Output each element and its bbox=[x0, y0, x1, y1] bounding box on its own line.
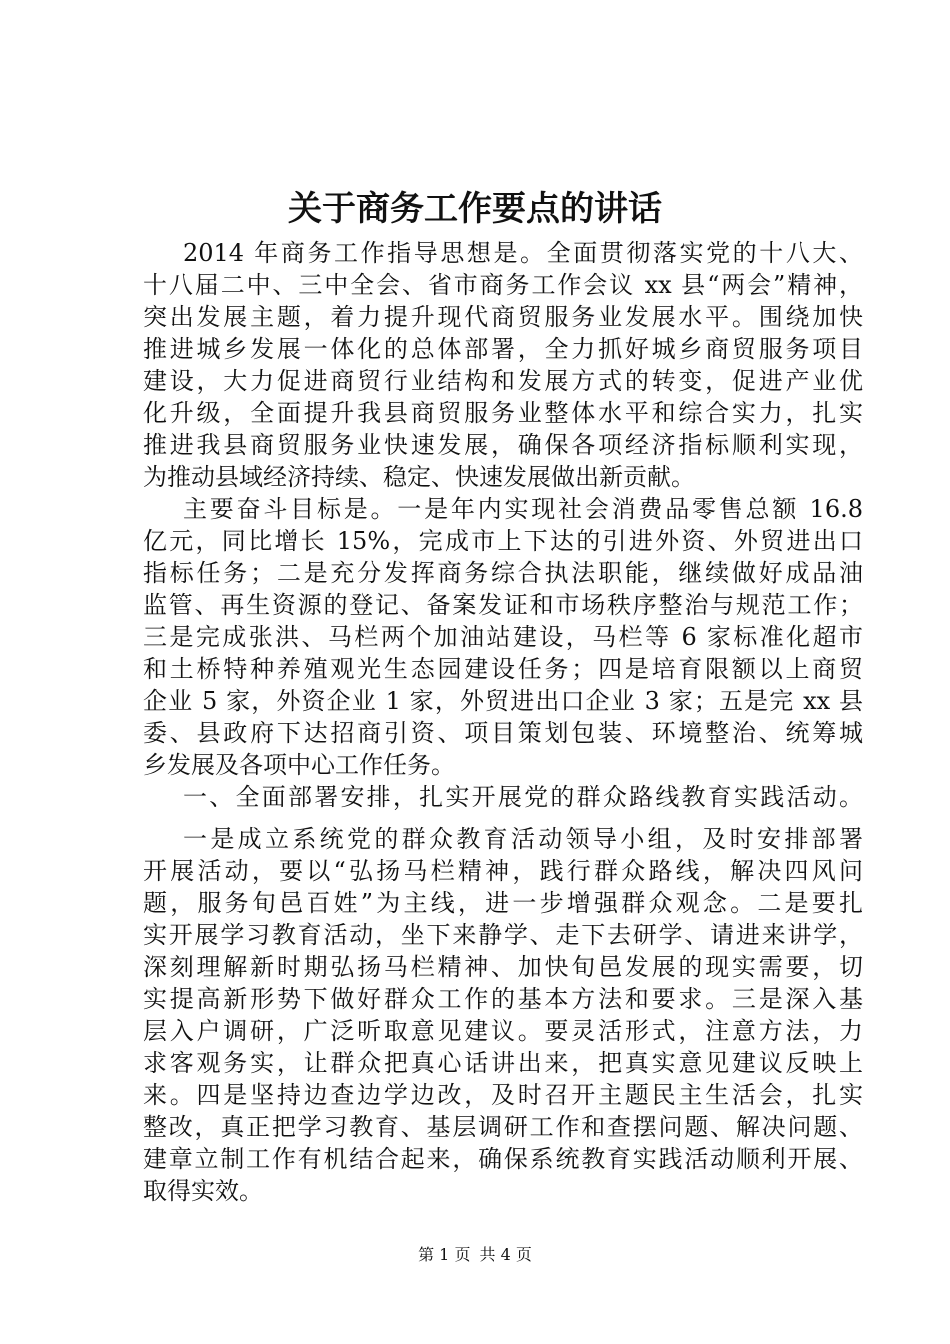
text-line: 深刻理解新时期弘扬马栏精神、加快旬邑发展的现实需要，切 bbox=[143, 953, 863, 981]
text-line: 层入户调研，广泛听取意见建议。要灵活形式，注意方法，力 bbox=[143, 1017, 863, 1045]
text-line: 三是完成张洪、马栏两个加油站建设，马栏等 6 家标准化超市 bbox=[143, 623, 863, 651]
text-line: 取得实效。 bbox=[143, 1177, 263, 1205]
text-line: 一是成立系统党的群众教育活动领导小组，及时安排部署 bbox=[183, 825, 863, 853]
text-line: 十八届二中、三中全会、省市商务工作会议 xx 县“两会”精神， bbox=[143, 271, 863, 299]
text-line: 来。四是坚持边查边学边改，及时召开主题民主生活会，扎实 bbox=[143, 1081, 863, 1109]
page-total: 共 4 页 bbox=[479, 1245, 532, 1264]
page-footer bbox=[0, 1244, 950, 1266]
section-heading: 一、全面部署安排，扎实开展党的群众路线教育实践活动。 bbox=[183, 783, 863, 811]
text-line: 企业 5 家，外资企业 1 家，外贸进出口企业 3 家；五是完 xx 县 bbox=[143, 687, 863, 715]
text-line: 监管、再生资源的登记、备案发证和市场秩序整治与规范工作； bbox=[143, 591, 863, 619]
page-number: 第 1 页 bbox=[418, 1245, 471, 1264]
text-line: 亿元，同比增长 15%，完成市上下达的引进外资、外贸进出口 bbox=[143, 527, 863, 555]
text-line: 推进城乡发展一体化的总体部署，全力抓好城乡商贸服务项目 bbox=[143, 335, 863, 363]
text-line: 建章立制工作有机结合起来，确保系统教育实践活动顺利开展、 bbox=[143, 1145, 863, 1173]
text-line: 建设，大力促进商贸行业结构和发展方式的转变，促进产业优 bbox=[143, 367, 863, 395]
text-line: 和土桥特种养殖观光生态园建设任务；四是培育限额以上商贸 bbox=[143, 655, 863, 683]
text-line: 2014 年商务工作指导思想是。全面贯彻落实党的十八大、 bbox=[183, 239, 863, 267]
text-line: 求客观务实，让群众把真心话讲出来，把真实意见建议反映上 bbox=[143, 1049, 863, 1077]
text-line: 题，服务旬邑百姓”为主线，进一步增强群众观念。二是要扎 bbox=[143, 889, 863, 917]
text-line: 突出发展主题，着力提升现代商贸服务业发展水平。围绕加快 bbox=[143, 303, 863, 331]
text-line: 实提高新形势下做好群众工作的基本方法和要求。三是深入基 bbox=[143, 985, 863, 1013]
text-line: 开展活动，要以“弘扬马栏精神，践行群众路线，解决四风问 bbox=[143, 857, 863, 885]
text-line: 化升级，全面提升我县商贸服务业整体水平和综合实力，扎实 bbox=[143, 399, 863, 427]
text-line: 指标任务；二是充分发挥商务综合执法职能，继续做好成品油 bbox=[143, 559, 863, 587]
text-line: 主要奋斗目标是。一是年内实现社会消费品零售总额 16.8 bbox=[183, 495, 863, 523]
text-line: 推进我县商贸服务业快速发展，确保各项经济指标顺利实现， bbox=[143, 431, 863, 459]
text-line: 乡发展及各项中心工作任务。 bbox=[143, 751, 455, 779]
text-line: 委、县政府下达招商引资、项目策划包装、环境整治、统筹城 bbox=[143, 719, 863, 747]
text-line: 实开展学习教育活动，坐下来静学、走下去研学、请进来讲学， bbox=[143, 921, 863, 949]
document-title: 关于商务工作要点的讲话 bbox=[288, 189, 662, 229]
text-line: 整改，真正把学习教育、基层调研工作和查摆问题、解决问题、 bbox=[143, 1113, 863, 1141]
text-line: 为推动县域经济持续、稳定、快速发展做出新贡献。 bbox=[143, 463, 695, 491]
